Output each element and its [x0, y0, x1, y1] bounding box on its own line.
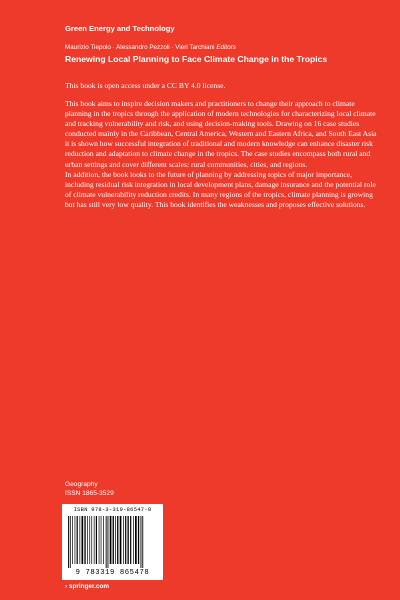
- barcode-bar: [82, 516, 84, 564]
- barcode-panel: [62, 504, 163, 580]
- barcode-bar: [89, 516, 90, 564]
- barcode-bar: [68, 516, 69, 568]
- barcode-bar: [110, 516, 112, 564]
- barcode-bar: [113, 516, 114, 564]
- barcode-bar: [133, 516, 134, 564]
- barcode-bar: [135, 516, 137, 564]
- barcode-bar: [128, 516, 129, 564]
- subject-category: Geography: [65, 481, 98, 488]
- ean-digits: 9 783319 865478: [75, 569, 150, 577]
- book-title: Renewing Local Planning to Face Climate Change in the Tropics: [65, 54, 328, 64]
- description-paragraph-2: In addition, the book looks to the future of planning by addressing topics of major importance, including residual risk integration in local development plans, damage insurance and the potential role of climate vulnerability reduction credits. In many regions of the tropics, climate planning is growing but has still very low quality. This book identifies the weaknesses and proposes effective solutions.: [65, 169, 376, 209]
- open-access-notice: This book is open access under a CC BY 4.0 license.: [65, 81, 226, 90]
- barcode-bar: [115, 516, 116, 564]
- editor-names: Maurizio Tiepolo · Alessandro Pezzoli · Vieri Tarchiani: [65, 44, 215, 51]
- barcode-bar: [142, 516, 143, 568]
- isbn-text: ISBN 978-3-319-86547-8: [73, 507, 152, 513]
- subject-block: [65, 480, 114, 498]
- barcode-bar: [106, 516, 107, 568]
- issn-number: ISSN 1865-3529: [65, 490, 114, 497]
- barcode-bar: [125, 516, 126, 564]
- barcode-bar: [99, 516, 100, 564]
- publisher-link[interactable]: › springer.com: [65, 583, 110, 590]
- series-name: Green Energy and Technology: [65, 24, 175, 33]
- barcode-bar: [84, 516, 85, 564]
- barcode-bar: [123, 516, 124, 564]
- barcode-bar: [80, 516, 81, 564]
- barcode-bar: [138, 516, 139, 564]
- barcode-graphic: [67, 516, 158, 568]
- barcode-bar: [141, 516, 142, 568]
- barcode-bar: [96, 516, 97, 564]
- barcode-bar: [108, 516, 109, 568]
- editors-line: [65, 44, 236, 51]
- barcode-bar: [77, 516, 78, 564]
- barcode-bar: [117, 516, 118, 564]
- editors-role: Editors: [216, 44, 236, 51]
- barcode-bar: [72, 516, 73, 564]
- barcode-bar: [70, 516, 71, 568]
- barcode-bar: [120, 516, 122, 564]
- barcode-bar: [103, 516, 104, 564]
- barcode-bar: [94, 516, 95, 564]
- barcode-bar: [91, 516, 92, 564]
- barcode-bar: [101, 516, 102, 564]
- description-paragraph-1: This book aims to inspire decision makers and practitioners to change their approach to climate planning in the tropics through the application of modern technologies for characterizing local climate and tracking vulnerability and risk, and using decision-making tools. Drawing on 16 case studies conducted mainly in the Caribbean, Central America, Western and Eastern Africa, and South East Asia it is shown how successful integration of traditional and modern knowledge can enhance disaster risk reduction and adaptation to climate change in the tropics. The case studies encompass both rural and urban settings and cover different scales: rural communities, cities, and regions.: [65, 99, 377, 169]
- barcode-bar: [75, 516, 76, 564]
- barcode-bar: [130, 516, 131, 564]
- book-description: [65, 99, 377, 210]
- barcode-bar: [87, 516, 88, 564]
